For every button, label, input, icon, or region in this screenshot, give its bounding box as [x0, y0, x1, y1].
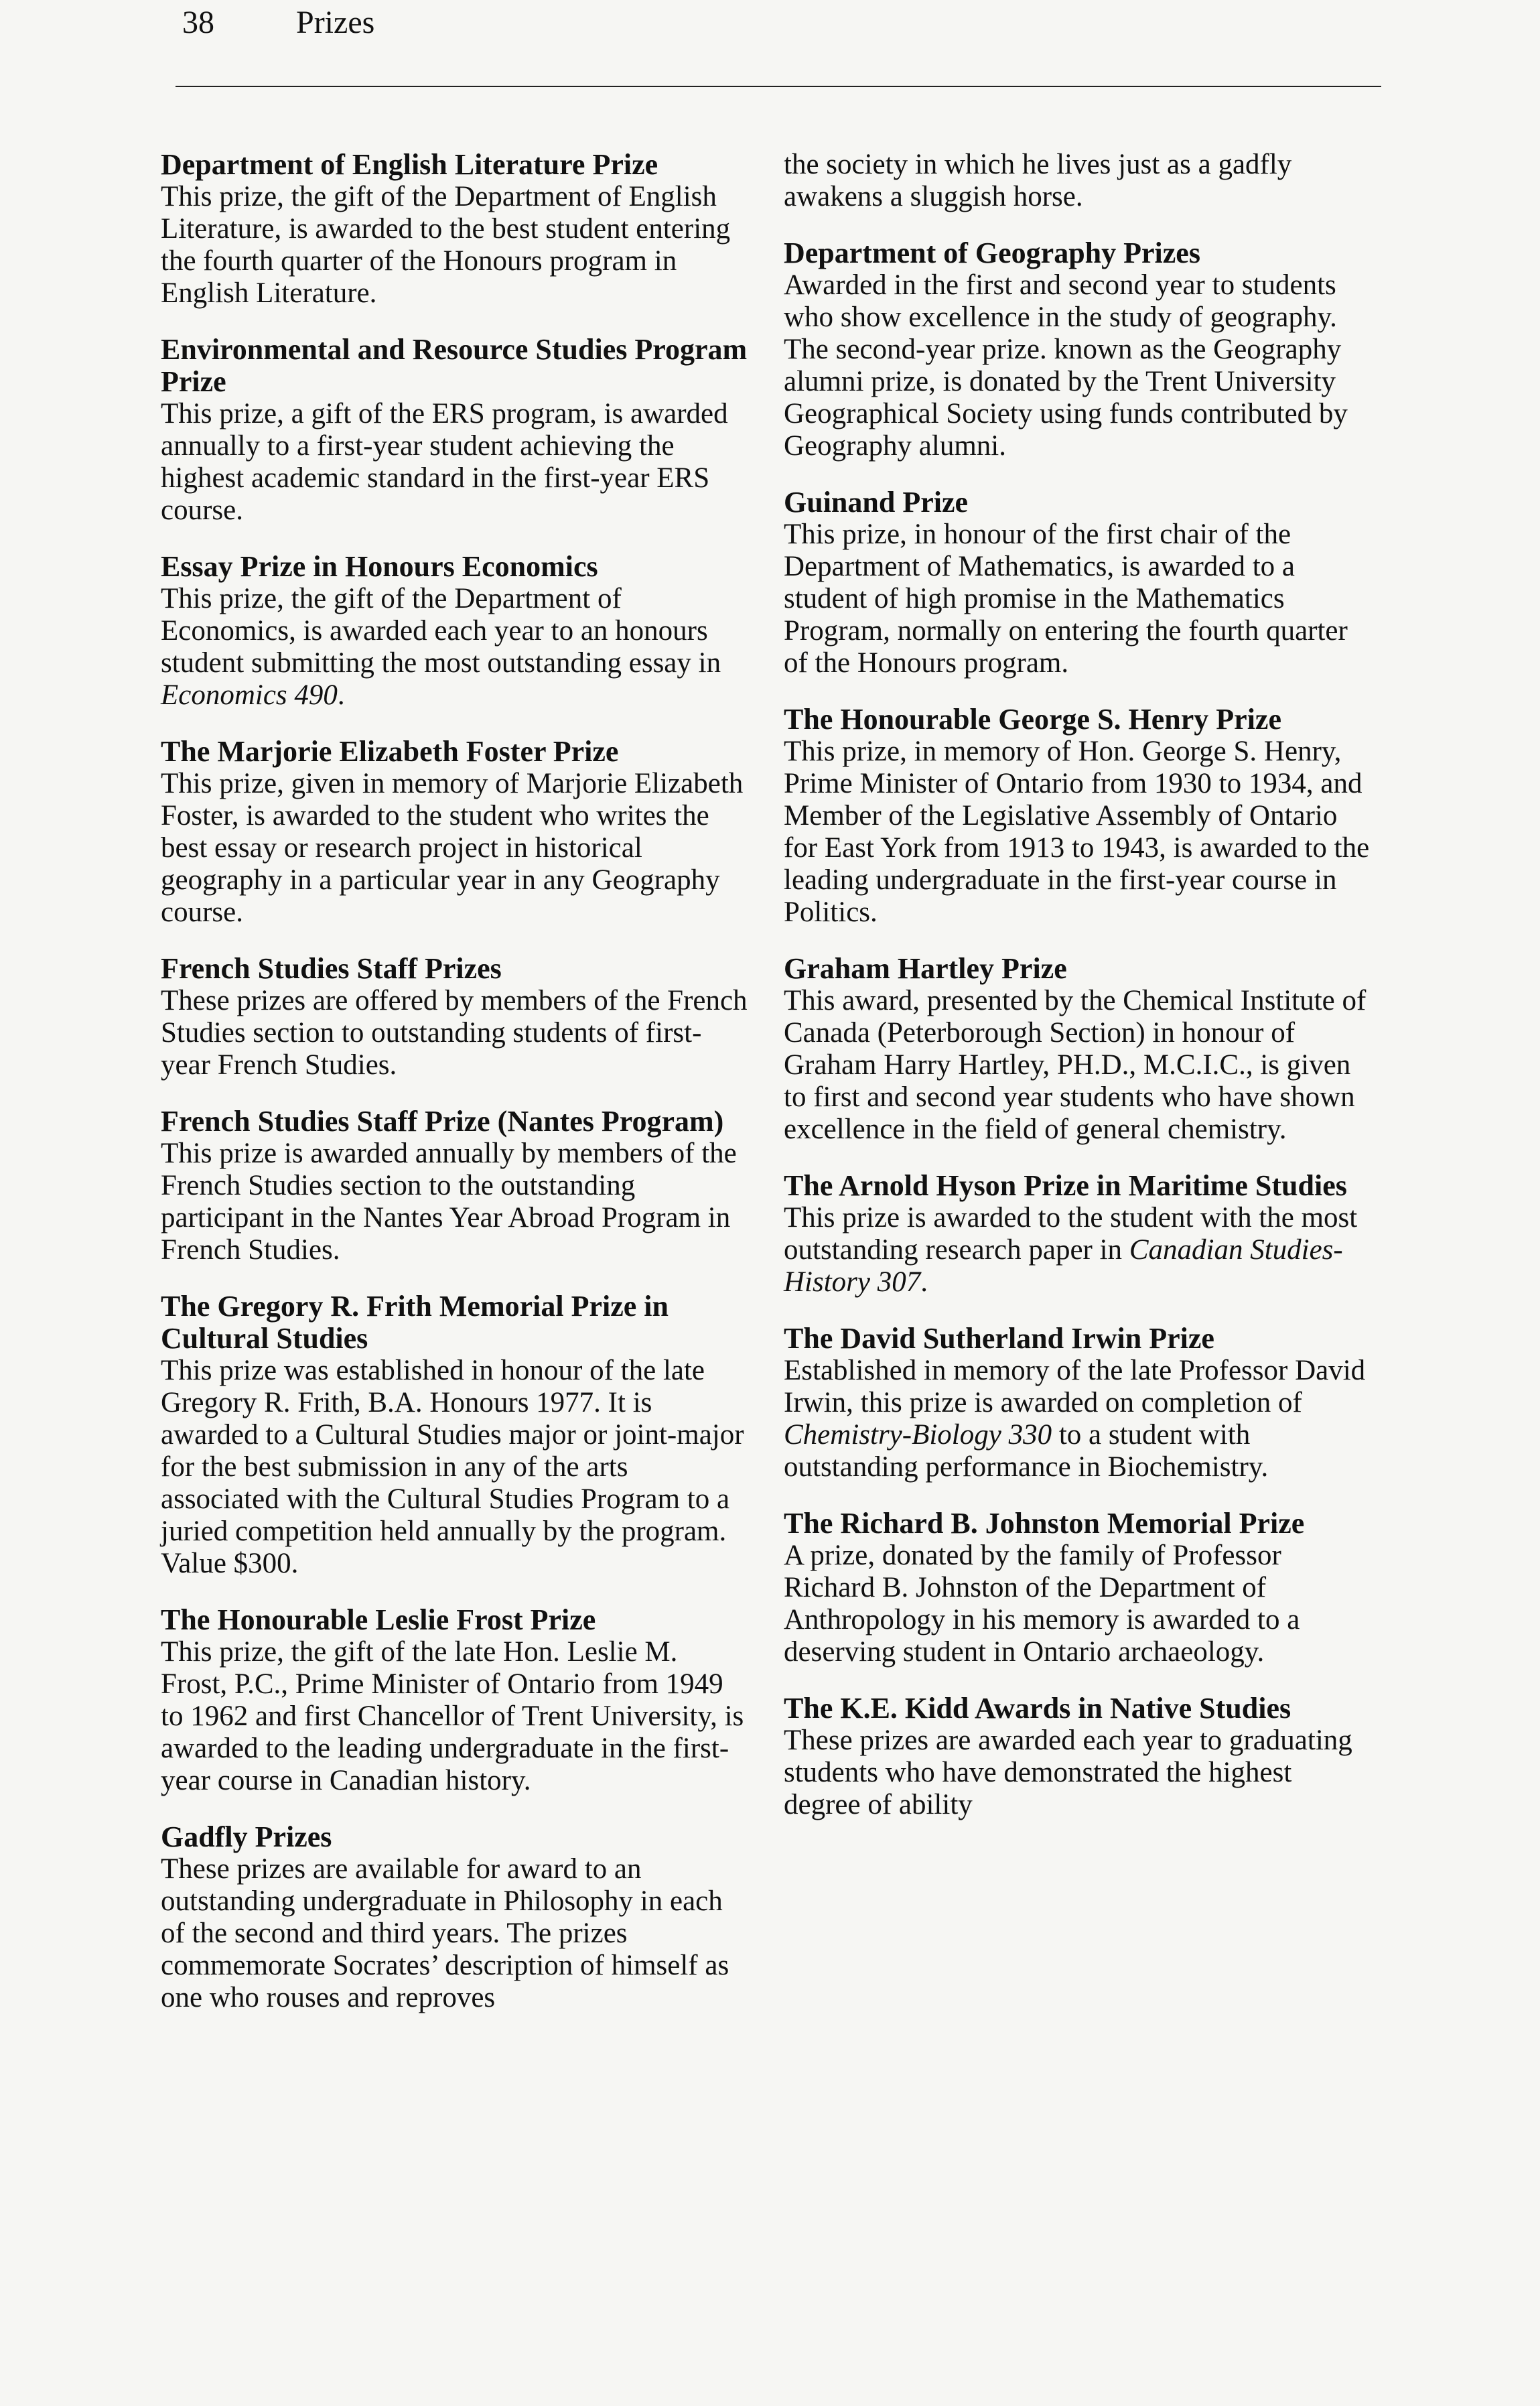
prize-description: This prize, the gift of the late Hon. Leslie M. Frost, P.C., Prime Minister of Ontario from 1949 to 1962 and first Chancellor of Trent University, is awarded to the leading undergraduate in the first-year course in Canadian history. — [161, 1636, 744, 1796]
prize-description: This prize, a gift of the ERS program, is awarded annually to a first-year student achieving the highest academic standard in the first-year ERS course. — [161, 398, 728, 526]
prize-title: French Studies Staff Prize (Nantes Program) — [161, 1105, 724, 1138]
prize-entry — [784, 1508, 1373, 1668]
prize-description-text: to a student with outstanding performance in Biochemistry. — [784, 1419, 1269, 1483]
prize-description: These prizes are available for award to an outstanding undergraduate in Philosophy in each of the second and third years. The prizes commemorate Socrates’ description of himself as one who rouses and reproves — [161, 1853, 729, 2013]
prize-title: Department of English Literature Prize — [161, 148, 658, 181]
prize-description-text: This prize, the gift of the Department of Economics, is awarded each year to an honours student submitting the most outstanding essay in — [161, 583, 721, 679]
prize-entry — [161, 953, 750, 1081]
prize-title: The Marjorie Elizabeth Foster Prize — [161, 735, 619, 768]
prize-description: the society in which he lives just as a gadfly awakens a sluggish horse. — [784, 149, 1292, 212]
prize-entry — [161, 149, 750, 310]
prize-entry — [784, 1323, 1373, 1483]
course-name: Economics 490 — [161, 679, 338, 711]
course-name: Chemistry-Biology 330 — [784, 1419, 1052, 1451]
prize-title: French Studies Staff Prizes — [161, 952, 502, 985]
prize-entry — [161, 551, 750, 712]
prize-entry — [161, 1821, 750, 2014]
prize-title: Essay Prize in Honours Economics — [161, 550, 598, 583]
prize-title: The Honourable George S. Henry Prize — [784, 703, 1281, 736]
prize-title: The Gregory R. Frith Memorial Prize in Cultural Studies — [161, 1290, 669, 1355]
prize-description: This prize, the gift of the Department of English Literature, is awarded to the best student entering the fourth quarter of the Honours program in English Literature. — [161, 181, 731, 309]
prize-entry — [161, 1290, 750, 1580]
prize-description: These prizes are awarded each year to graduating students who have demonstrated the highest degree of ability — [784, 1725, 1352, 1820]
prize-description-text: . — [920, 1266, 928, 1298]
prize-title: Department of Geography Prizes — [784, 237, 1200, 269]
prize-description: This prize, in memory of Hon. George S. Henry, Prime Minister of Ontario from 1930 to 1934, and Member of the Legislative Assembly of Ontario for East York from 1913 to 1943, is awarded to the leading undergraduate in the first-year course in Politics. — [784, 736, 1370, 928]
prize-title: Graham Hartley Prize — [784, 952, 1067, 985]
prize-description: This prize was established in honour of the late Gregory R. Frith, B.A. Honours 1977. It is awarded to a Cultural Studies major or joint-major for the best submission in any of the arts associated with the Cultural Studies Program to a juried competition held annually by the program. Value $300. — [161, 1355, 744, 1579]
prize-title: The Richard B. Johnston Memorial Prize — [784, 1507, 1305, 1540]
prize-description — [784, 1202, 1373, 1298]
prize-description: This prize is awarded annually by members of the French Studies section to the outstanding participant in the Nantes Year Abroad Program in French Studies. — [161, 1138, 737, 1266]
prize-entry — [161, 334, 750, 527]
prize-description — [161, 583, 750, 712]
right-column — [784, 149, 1373, 1845]
prize-description: A prize, donated by the family of Professor Richard B. Johnston of the Department of Anthropology in his memory is awarded to a deserving student in Ontario archaeology. — [784, 1540, 1300, 1668]
prize-description: These prizes are offered by members of the French Studies section to outstanding students of first-year French Studies. — [161, 985, 748, 1081]
header-rule — [176, 86, 1381, 87]
prize-entry — [161, 736, 750, 929]
prize-title: Guinand Prize — [784, 486, 969, 519]
prize-entry — [161, 1604, 750, 1797]
prize-description: Awarded in the first and second year to students who show excellence in the study of geography. The second-year prize. known as the Geography alumni prize, is donated by the Trent University Geographical Society using funds contributed by Geography alumni. — [784, 269, 1348, 462]
prize-description-text: This prize is awarded to the student with the most outstanding research paper in — [784, 1202, 1358, 1266]
prize-title: The Honourable Leslie Frost Prize — [161, 1603, 596, 1636]
prize-description: This prize, given in memory of Marjorie Elizabeth Foster, is awarded to the student who writes the best essay or research project in historical geography in a particular year in any Geography course. — [161, 768, 744, 928]
prize-entry — [784, 237, 1373, 462]
page-number: 38 — [182, 5, 214, 40]
prize-entry — [784, 486, 1373, 679]
left-column — [161, 149, 750, 2038]
prize-title: Gadfly Prizes — [161, 1820, 332, 1853]
prize-entry — [784, 704, 1373, 929]
prize-entry — [784, 1170, 1373, 1298]
prize-entry — [784, 953, 1373, 1146]
prize-description — [784, 1355, 1373, 1483]
page-header — [176, 0, 1381, 88]
prize-entry — [784, 1692, 1373, 1821]
prize-description: This prize, in honour of the first chair of the Department of Mathematics, is awarded to a student of high promise in the Mathematics Program, normally on entering the fourth quarter of the Honours program. — [784, 519, 1348, 679]
page-section-title: Prizes — [296, 5, 375, 40]
course-name: Canadian Studies-History 307 — [784, 1234, 1343, 1298]
prize-entry — [161, 1106, 750, 1266]
prize-title: The Arnold Hyson Prize in Maritime Studies — [784, 1169, 1347, 1202]
prize-entry-continued — [784, 149, 1373, 213]
prize-description-text: . — [337, 679, 345, 711]
prize-title: The David Sutherland Irwin Prize — [784, 1322, 1214, 1355]
prize-title: Environmental and Resource Studies Program Prize — [161, 333, 748, 398]
prize-description-text: Established in memory of the late Professor David Irwin, this prize is awarded on completion of — [784, 1355, 1366, 1418]
prize-description: This award, presented by the Chemical Institute of Canada (Peterborough Section) in honour of Graham Harry Hartley, PH.D., M.C.I.C., is given to first and second year students who have shown excellence in the field of general chemistry. — [784, 985, 1367, 1145]
prize-title: The K.E. Kidd Awards in Native Studies — [784, 1692, 1291, 1725]
